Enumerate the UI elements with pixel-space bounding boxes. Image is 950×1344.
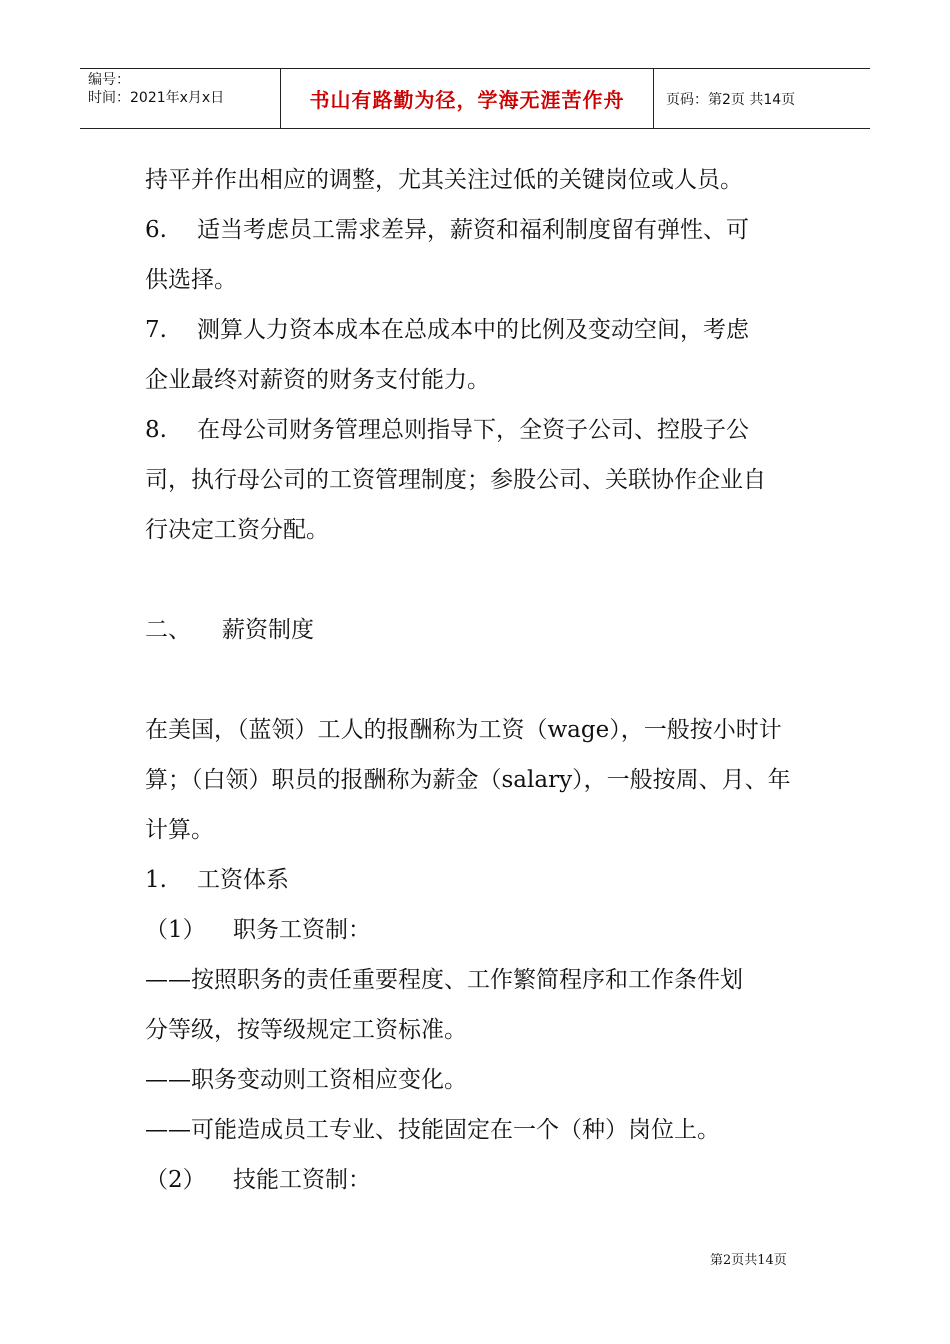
paragraph-line: 计算。 <box>145 817 214 843</box>
header-motto-cell <box>281 69 654 128</box>
section-title: 薪资制度 <box>222 617 314 643</box>
dash-line: ——可能造成员工专业、技能固定在一个（种）岗位上。 <box>145 1117 720 1143</box>
body-line: 供选择。 <box>145 267 237 293</box>
item-number: 1. <box>145 867 167 893</box>
paragraph-line: 在美国，（蓝领）工人的报酬称为工资（wage），一般按小时计 <box>145 717 782 743</box>
subsection-title: 工资体系 <box>197 867 289 893</box>
sub-item-number: （2） <box>145 1167 206 1193</box>
body-line: 司，执行母公司的工资管理制度；参股公司、关联协作企业自 <box>145 467 766 493</box>
paragraph-line: 算；（白领）职员的报酬称为薪金（salary），一般按周、月、年 <box>145 767 791 793</box>
time-label: 时间：2021年x月x日 <box>88 90 225 106</box>
number-label: 编号： <box>88 72 130 88</box>
list-item-7: 7. 测算人力资本成本在总成本中的比例及变动空间，考虑 <box>145 305 815 355</box>
dash-line: ——按照职务的责任重要程度、工作繁简程序和工作条件划 <box>145 967 743 993</box>
dash-line: ——职务变动则工资相应变化。 <box>145 1067 467 1093</box>
item-number: 7. <box>145 317 167 343</box>
page-footer: 第2页共14页 <box>710 1253 787 1268</box>
sub-item-title: 职务工资制： <box>233 917 371 943</box>
item-number: 8. <box>145 417 167 443</box>
sub-item-heading <box>145 1155 815 1205</box>
header-page-info: 页码：第2页 共14页 <box>666 91 796 108</box>
list-item-6: 6. 适当考虑员工需求差异，薪资和福利制度留有弹性、可 <box>145 205 815 255</box>
body-line: 企业最终对薪资的财务支付能力。 <box>145 367 490 393</box>
header-meta <box>80 69 281 128</box>
document-body <box>145 155 815 1205</box>
list-item-8: 8. 在母公司财务管理总则指导下，全资子公司、控股子公 <box>145 405 815 455</box>
sub-item-heading <box>145 905 815 955</box>
header-page-cell <box>654 69 870 128</box>
sub-item-title: 技能工资制： <box>233 1167 371 1193</box>
body-line: 行决定工资分配。 <box>145 517 329 543</box>
section-number: 二、 <box>145 617 191 643</box>
page-header <box>80 68 870 129</box>
sub-item-number: （1） <box>145 917 206 943</box>
dash-line: 分等级，按等级规定工资标准。 <box>145 1017 467 1043</box>
item-number: 6. <box>145 217 167 243</box>
subsection-heading <box>145 855 815 905</box>
header-motto: 书山有路勤为径，学海无涯苦作舟 <box>309 88 625 112</box>
section-heading <box>145 605 815 655</box>
body-line: 持平并作出相应的调整，尤其关注过低的关键岗位或人员。 <box>145 167 743 193</box>
